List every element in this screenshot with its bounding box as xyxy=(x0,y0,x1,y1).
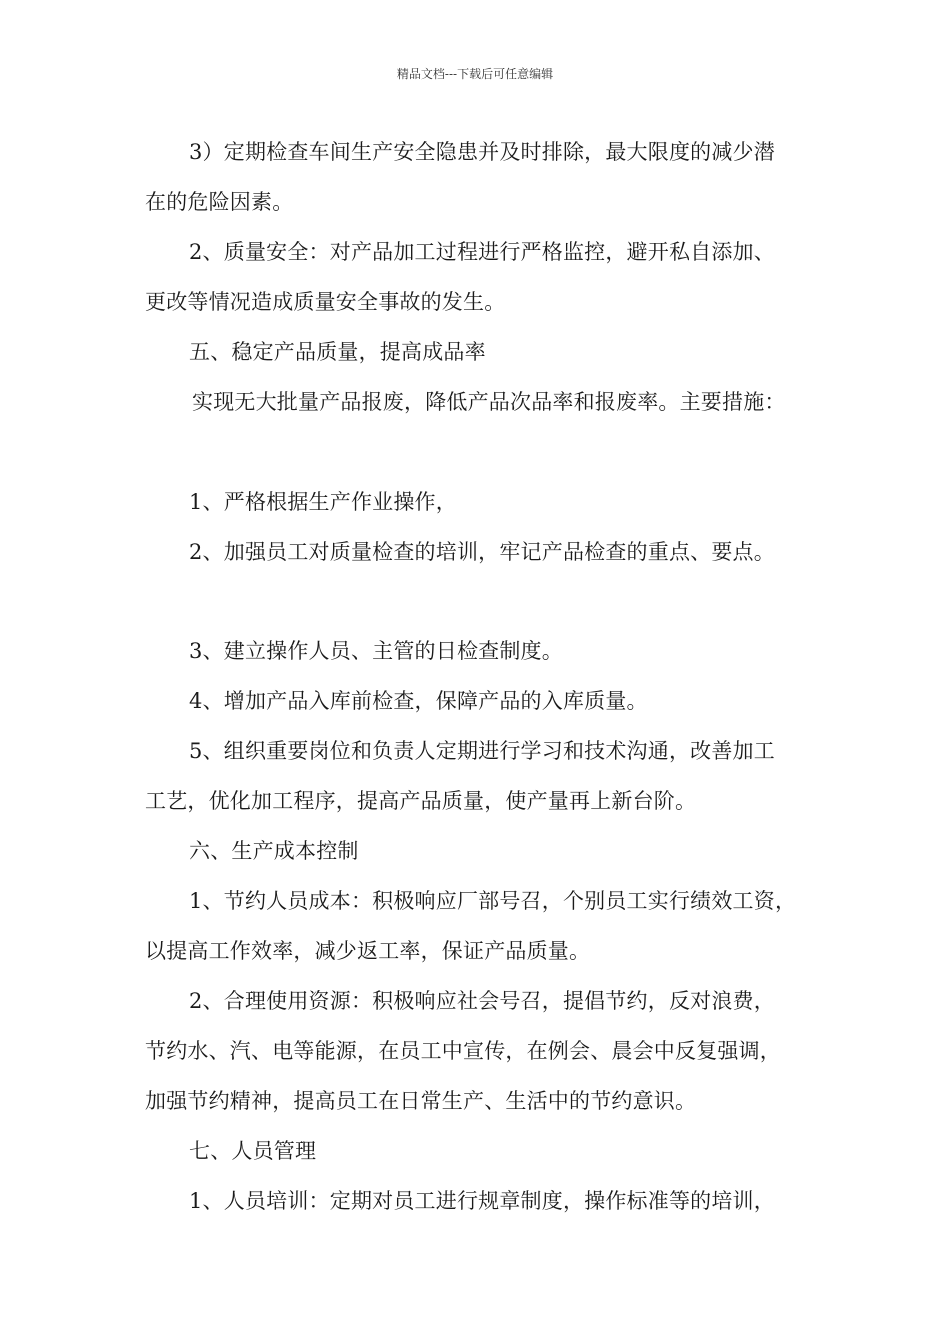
list-item: 3、建立操作人员、主管的日检查制度。 xyxy=(189,639,563,663)
list-item: 4、增加产品入库前检查，保障产品的入库质量。 xyxy=(189,689,648,713)
list-item: 1、节约人员成本：积极响应厂部号召，个别员工实行绩效工资， xyxy=(189,889,797,913)
paragraph-line: 2、质量安全：对产品加工过程进行严格监控，避开私自添加、 xyxy=(189,240,775,264)
section-heading: 七、人员管理 xyxy=(189,1139,317,1163)
list-item: 1、严格根据生产作业操作， xyxy=(189,490,457,514)
list-item: 1、人员培训：定期对员工进行规章制度，操作标准等的培训， xyxy=(189,1189,775,1213)
paragraph-line: 3）定期检查车间生产安全隐患并及时排除，最大限度的减少潜 xyxy=(189,140,775,164)
paragraph-line: 更改等情况造成质量安全事故的发生。 xyxy=(145,290,506,314)
list-item: 2、合理使用资源：积极响应社会号召，提倡节约，反对浪费， xyxy=(189,989,775,1013)
list-item: 5、组织重要岗位和负责人定期进行学习和技术沟通，改善加工 xyxy=(189,739,775,763)
paragraph-line: 工艺，优化加工程序，提高产品质量，使产量再上新台阶。 xyxy=(145,789,697,813)
section-heading: 六、生产成本控制 xyxy=(189,839,359,863)
list-item: 2、加强员工对质量检查的培训，牢记产品检查的重点、要点。 xyxy=(189,540,775,564)
paragraph-line: 节约水、汽、电等能源，在员工中宣传，在例会、晨会中反复强调， xyxy=(145,1039,781,1063)
paragraph-line: 实现无大批量产品报废，降低产品次品率和报废率。主要措施： xyxy=(192,390,786,414)
paragraph-line: 加强节约精神，提高员工在日常生产、生活中的节约意识。 xyxy=(145,1089,697,1113)
paragraph-line: 在的危险因素。 xyxy=(145,190,294,214)
paragraph-line: 以提高工作效率，减少返工率，保证产品质量。 xyxy=(145,939,591,963)
page-header: 精品文档---下载后可任意编辑 xyxy=(396,67,554,81)
section-heading: 五、稳定产品质量，提高成品率 xyxy=(189,340,486,364)
